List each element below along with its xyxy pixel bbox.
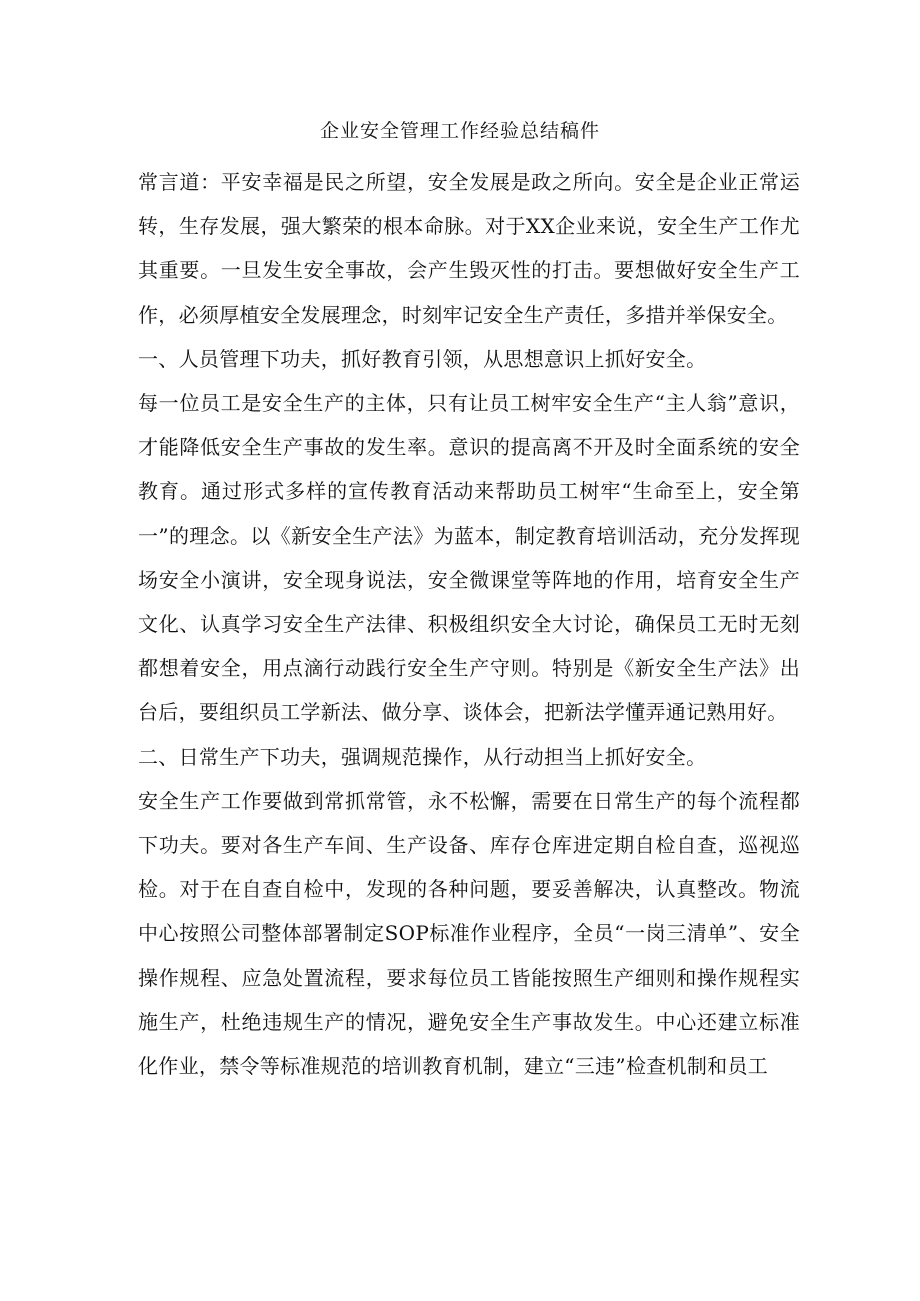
section-heading-2: 二、日常生产下功夫，强调规范操作，从行动担当上抓好安全。 — [138, 744, 707, 769]
document-title: 企业安全管理工作经验总结稿件 — [319, 120, 600, 142]
paragraph-section-2: 安全生产工作要做到常抓常管，永不松懈，需要在日常生产的每个流程都下功夫。要对各生产车间、生产设备、库存仓库进定期自检自查，巡视巡检。对于在自查自检中，发现的各种问题，要妥善解决，认真整改。物流中心按照公司整体部署制定SOP标准作业程序，全员“一岗三清单”、安全操作规程、应急处置流程，要求每位员工皆能按照生产细则和操作规程实施生产，杜绝违规生产的情况，避免安全生产事故发生。中心还建立标准化作业，禁令等标准规范的培训教育机制，建立“三违”检查机制和员工 — [138, 788, 800, 1079]
paragraph-intro: 常言道：平安幸福是民之所望，安全发展是政之所向。安全是企业正常运转，生存发展，强大繁荣的根本命脉。对于XX企业来说，安全生产工作尤其重要。一旦发生安全事故，会产生毁灭性的打击。要想做好安全生产工作，必须厚植安全发展理念，时刻牢记安全生产责任，多措并举保安全。 — [138, 170, 800, 327]
paragraph-section-1: 每一位员工是安全生产的主体，只有让员工树牢安全生产“主人翁”意识，才能降低安全生产事故的发生率。意识的提高离不开及时全面系统的安全教育。通过形式多样的宣传教育活动来帮助员工树牢“生命至上，安全第一”的理念。以《新安全生产法》为蓝本，制定教育培训活动，充分发挥现场安全小演讲，安全现身说法，安全微课堂等阵地的作用，培育安全生产文化、认真学习安全生产法律、积极组织安全大讨论，确保员工无时无刻都想着安全，用点滴行动践行安全生产守则。特别是《新安全生产法》出台后，要组织员工学新法、做分享、谈体会，把新法学懂弄通记熟用好。 — [138, 391, 800, 725]
document-body — [138, 160, 800, 1088]
section-heading-1: 一、人员管理下功夫，抓好教育引领，从思想意识上抓好安全。 — [138, 346, 707, 371]
